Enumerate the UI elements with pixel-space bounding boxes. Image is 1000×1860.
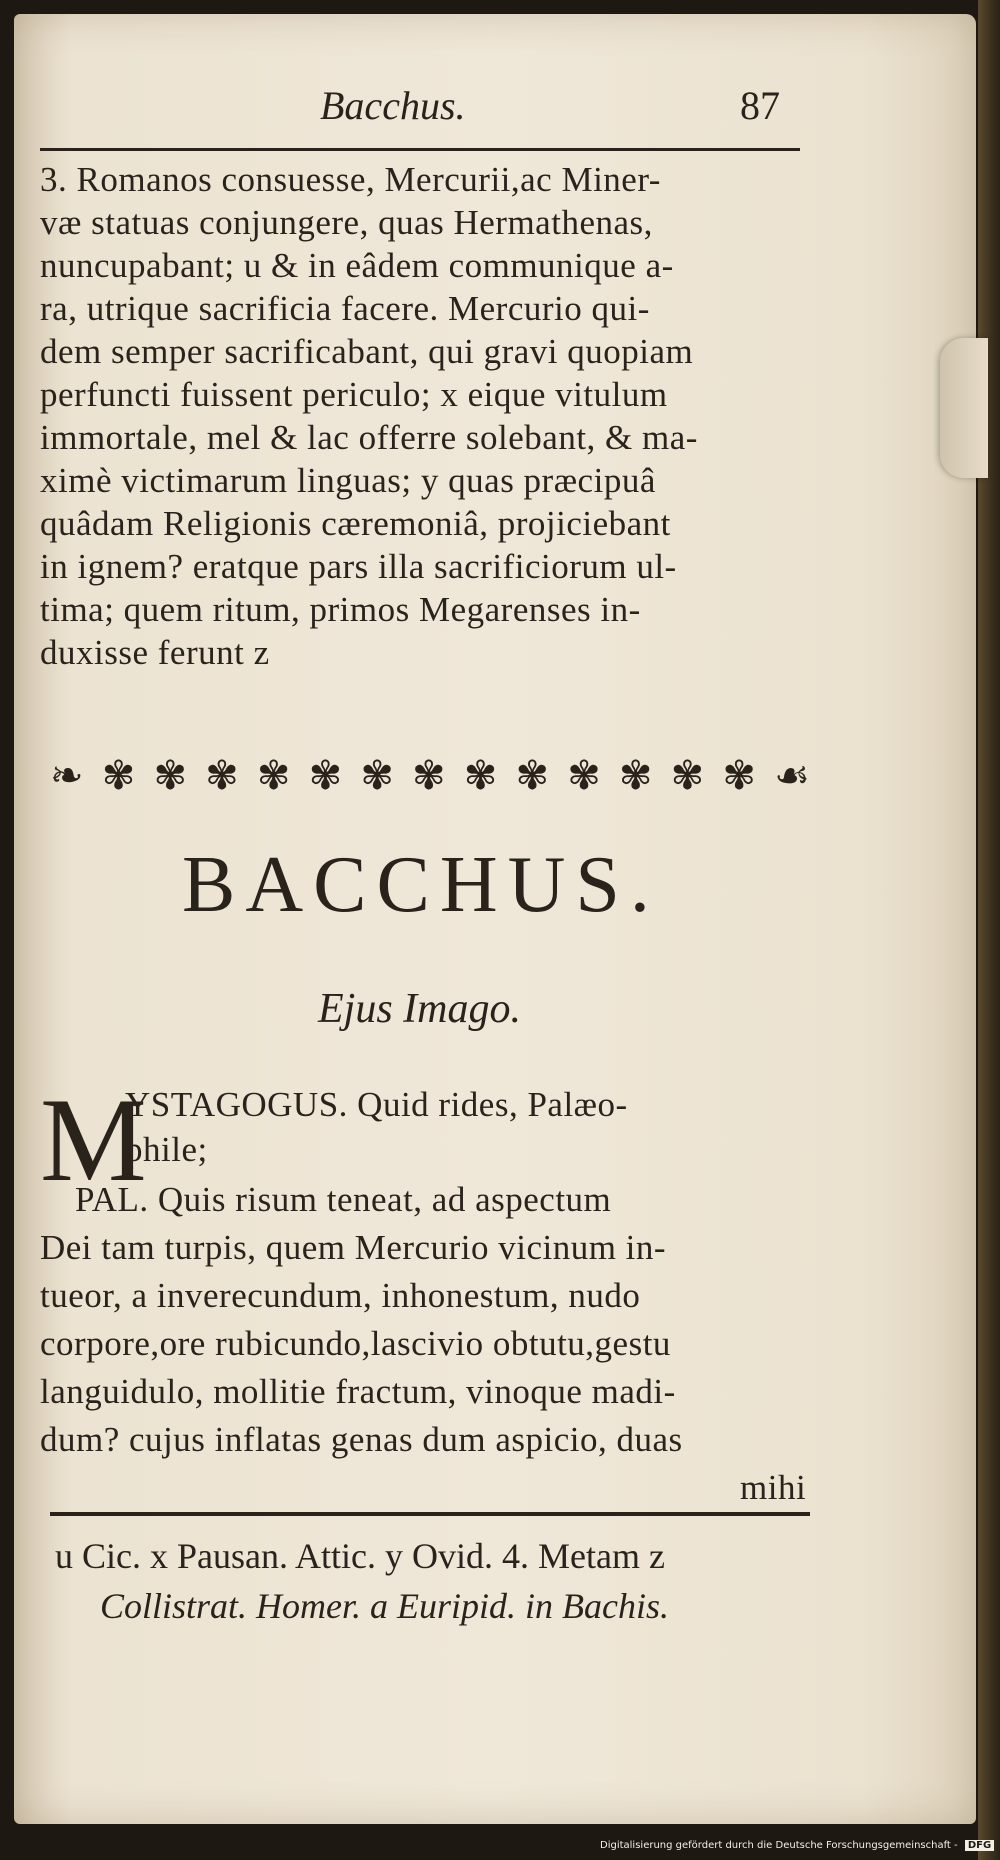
body-line: nuncupabant; u & in eâdem communique a-: [40, 246, 674, 285]
page-number: 87: [740, 83, 780, 128]
flower-ornament-icon: ✾: [412, 753, 446, 799]
body-line: 3. Romanos consuesse, Mercurii,ac Miner-: [40, 160, 661, 199]
body-line: væ statuas conjungere, quas Hermathenas,: [40, 203, 653, 242]
flower-ornament-icon: ✾: [463, 753, 498, 799]
page-tab-marker: [940, 338, 988, 478]
dialogue-line: languidulo, mollitie fractum, vinoque madi-: [40, 1372, 676, 1411]
body-line: quâdam Religionis cæremoniâ, projiciebant: [40, 504, 671, 543]
body-line: dem semper sacrificabant, qui gravi quopiam: [40, 332, 694, 371]
running-head: Bacchus.: [320, 83, 466, 128]
dialogue-line: dum? cujus inflatas genas dum aspicio, duas: [40, 1420, 683, 1459]
dialogue-line: tueor, a inverecundum, inhonestum, nudo: [40, 1276, 641, 1315]
header-rule: [40, 148, 800, 151]
footnote-line: u Cic. x Pausan. Attic. y Ovid. 4. Metam z: [55, 1536, 665, 1576]
drop-cap: M: [40, 1073, 147, 1206]
flower-ornament-icon: ✾: [256, 753, 291, 799]
section-title: BACCHUS.: [182, 841, 660, 929]
flower-ornament-icon: ✾: [567, 753, 601, 799]
flower-ornament-icon: ✾: [670, 753, 705, 799]
dialogue-line: corpore,ore rubicundo,lascivio obtutu,gestu: [40, 1324, 671, 1363]
body-line: perfuncti fuissent periculo; x eique vitulum: [40, 375, 668, 414]
flower-ornament-icon: ✾: [153, 753, 187, 799]
body-line: ximè victimarum linguas; y quas præcipuâ: [40, 461, 656, 500]
body-line: in ignem? eratque pars illa sacrificiorum ul-: [40, 547, 677, 586]
flower-ornament-icon: ✾: [722, 753, 756, 799]
flower-ornament-icon: ✾: [360, 753, 394, 799]
footnote-rule: [50, 1512, 810, 1516]
body-line: tima; quem ritum, primos Megarenses in-: [40, 590, 641, 629]
dfg-logo: DFG: [965, 1840, 994, 1851]
flower-ornament-icon: ✾: [308, 753, 343, 799]
fleuron-icon: ☙: [774, 753, 810, 799]
section-subtitle: Ejus Imago.: [318, 986, 521, 1032]
fleuron-icon: ❧: [50, 753, 84, 799]
flower-ornament-icon: ✾: [618, 753, 653, 799]
dialogue-line: YSTAGOGUS. Quid rides, Palæo-: [125, 1085, 628, 1124]
body-line: immortale, mel & lac offerre solebant, & ma-: [40, 418, 698, 457]
dialogue-line: phile;: [125, 1130, 208, 1169]
body-line: duxisse ferunt z: [40, 633, 270, 672]
digitization-credit: [600, 1840, 994, 1851]
book-edge: [978, 0, 1000, 1860]
body-line: ra, utrique sacrificia facere. Mercurio qui-: [40, 289, 650, 328]
decorative-ornament-band: [50, 752, 810, 800]
credit-text: Digitalisierung gefördert durch die Deutsche Forschungsgemeinschaft -: [600, 1840, 958, 1851]
flower-ornament-icon: ✾: [205, 753, 239, 799]
footnote-line: Collistrat. Homer. a Euripid. in Bachis.: [100, 1586, 670, 1626]
flower-ornament-icon: ✾: [101, 753, 136, 799]
dialogue-line: Dei tam turpis, quem Mercurio vicinum in-: [40, 1228, 667, 1267]
dialogue-line: PAL. Quis risum teneat, ad aspectum: [75, 1180, 612, 1219]
flower-ornament-icon: ✾: [515, 753, 549, 799]
dialogue-line: mihi: [740, 1468, 807, 1507]
